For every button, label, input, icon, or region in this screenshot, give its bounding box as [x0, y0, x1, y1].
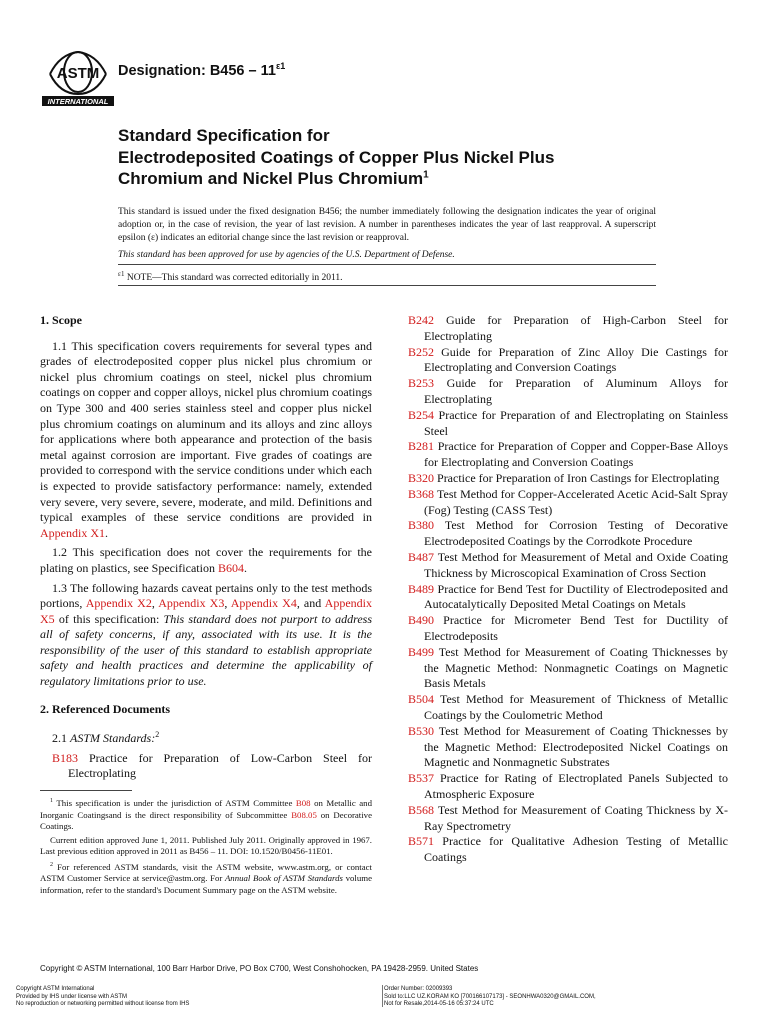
- reference-code-link[interactable]: B499: [408, 644, 435, 659]
- copyright-line: Copyright © ASTM International, 100 Barr Harbor Drive, PO Box C700, West Conshohocken, PA 19428-2959. United States: [40, 964, 479, 973]
- reference-item: B320 Practice for Preparation of Iron Castings for Electroplating: [408, 470, 720, 485]
- reference-item: B571 Practice for Qualitative Adhesion Testing of Metallic Coatings: [408, 834, 728, 865]
- section-heading-scope: 1. Scope: [40, 313, 82, 327]
- link-b604[interactable]: B604: [217, 560, 244, 575]
- svg-text:ASTM: ASTM: [56, 65, 100, 82]
- reference-item: B489 Practice for Bend Test for Ductility of Electrodeposited and Autocatalytically Deposited Metal Coatings on Metals: [408, 581, 728, 612]
- subsection-astm-standards: 2.1 ASTM Standards:$^2$: [52, 730, 160, 746]
- license-line: Provided by IHS under license with ASTM: [16, 993, 128, 1000]
- license-info: [16, 986, 189, 1009]
- license-line: No reproduction or networking permitted without license from IHS: [16, 1001, 190, 1008]
- reference-item: B504 Test Method for Measurement of Thickness of Metallic Coatings by the Coulometric Method: [408, 692, 728, 722]
- reference-code-link[interactable]: B183: [52, 750, 79, 765]
- reference-item: B368 Test Method for Copper-Accelerated Acetic Acid-Salt Spray (Fog) Testing (CASS Test): [408, 486, 728, 517]
- intro-paragraph: This standard is issued under the fixed designation B456; the number immediately following the designation indicates the year of original adoption or, in the case of revision, the year of last revision. A number in parentheses indicates the year of last reapproval. A superscript epsilon (ε) indicates an editorial change since the last revision or reapproval.: [118, 207, 656, 243]
- title-line: Chromium and Nickel Plus Chromium$^1$: [118, 169, 429, 188]
- designation: Designation: $B456 - 11^{\varepsilon 1}$: [118, 61, 286, 79]
- footnote-divider: [40, 790, 132, 791]
- link-appendix-x5[interactable]: Appendix X5: [40, 596, 372, 626]
- reference-code-link[interactable]: B368: [408, 486, 435, 501]
- order-line: Not for Resale,2014-05-16 05:37:24 UTC: [384, 1001, 494, 1008]
- divider: [118, 264, 656, 265]
- footnotes: [40, 796, 372, 899]
- astm-logo: [40, 50, 116, 108]
- license-line: Copyright ASTM International: [16, 986, 95, 992]
- footer-separator: [382, 985, 383, 1007]
- svg-text:INTERNATIONAL: INTERNATIONAL: [47, 97, 109, 106]
- reference-code-link[interactable]: B489: [408, 581, 435, 596]
- footnote-1-edition: Current edition approved June 1, 2011. Published July 2011. Originally approved in 1967. Last previous edition approved in 2011 as B456 – 11. DOI: 10.1520/B0456-11E01.: [40, 834, 372, 857]
- reference-code-link[interactable]: B571: [408, 834, 435, 849]
- reference-item: B380 Test Method for Corrosion Testing of Decorative Electrodeposited Coatings by the Corrodkote Procedure: [408, 518, 728, 549]
- approval-statement: This standard has been approved for use by agencies of the U.S. Department of Defense.: [118, 250, 455, 260]
- reference-code-link[interactable]: B253: [408, 376, 435, 391]
- order-line: Order Number: 02009393: [384, 986, 453, 992]
- link-appendix-x3[interactable]: Appendix X3: [158, 596, 225, 611]
- left-column: [40, 313, 372, 782]
- reference-item: B568 Test Method for Measurement of Coating Thickness by X-Ray Spectrometry: [408, 802, 728, 833]
- editorial-note: $^{\varepsilon 1}$ NOTE—This standard was corrected editorially in 2011.: [118, 270, 343, 284]
- reference-item: B281 Practice for Preparation of Copper and Copper-Base Alloys for Electroplating and Conversion Coatings: [408, 439, 728, 470]
- reference-code-link[interactable]: B530: [408, 723, 435, 738]
- reference-item: B537 Practice for Rating of Electroplated Panels Subjected to Atmospheric Exposure: [408, 771, 728, 801]
- reference-code-link[interactable]: B537: [408, 771, 435, 786]
- right-column: [408, 313, 728, 866]
- reference-code-link[interactable]: B490: [408, 613, 435, 628]
- reference-code-link[interactable]: B380: [408, 518, 435, 533]
- reference-item: B252 Guide for Preparation of Zinc Alloy Die Castings for Electroplating and Conversion Coatings: [408, 344, 728, 375]
- paragraph-1-1: 1.1 This specification covers requirements for several types and grades of electrodeposited copper plus nickel plus chromium or nickel plus chromium coatings on steel, nickel plus chromium coatings on copper and copper alloys, nickel plus chromium coatings on Type 300 and 400 series stainless steel and copper plus nickel plus chromium coatings on aluminum and its alloys and zinc alloys for applications where both appearance and protection of the basis metal against corrosion are important. Five grades of coatings are provided to correspond with the service conditions under which each is expected to provide satisfactory performance: namely, extended very severe, very severe, severe, moderate, and mild. Definitions and typical examples of these service conditions are provided in Appendix X1.: [40, 338, 372, 540]
- reference-item: B490 Practice for Micrometer Bend Test for Ductility of Electrodeposits: [408, 613, 728, 643]
- reference-code-link[interactable]: B504: [408, 692, 435, 707]
- reference-item: B242 Guide for Preparation of High-Carbon Steel for Electroplating: [408, 313, 728, 343]
- link-appendix-x2[interactable]: Appendix X2: [85, 596, 152, 611]
- reference-code-link[interactable]: B487: [408, 549, 435, 564]
- footnote-2: $^2$ For referenced ASTM standards, visit the ASTM website, www.astm.org, or contact ASTM Customer Service at service@astm.org. For Annual Book of ASTM Standards volume information, refer to the standard's Document Summary page on the ASTM website.: [40, 861, 372, 895]
- reference-code-link[interactable]: B254: [408, 407, 435, 422]
- reference-code-link[interactable]: B320: [408, 470, 435, 485]
- reference-item: B487 Test Method for Measurement of Metal and Oxide Coating Thickness by Microscopical Examination of Cross Section: [408, 549, 728, 580]
- reference-code-link[interactable]: B568: [408, 802, 435, 817]
- title-prefix: Standard Specification for: [118, 126, 330, 145]
- paragraph-1-3: 1.3 The following hazards caveat pertains only to the test methods portions, Appendix X2, Appendix X3, Appendix X4, and Appendix X5 of this specification: This standard does not purport to address all of safety concerns, if any, associated with its use. It is the responsibility of the user of this standard to establish appropriate safety and health practices and determine the applicability of regulatory limitations prior to use.: [40, 580, 372, 689]
- reference-item: B254 Practice for Preparation of and Electroplating on Stainless Steel: [408, 407, 728, 438]
- reference-item: B253 Guide for Preparation of Aluminum Alloys for Electroplating: [408, 376, 728, 406]
- link-appendix-x4[interactable]: Appendix X4: [230, 596, 297, 611]
- link-appendix-x1[interactable]: Appendix X1: [40, 525, 105, 540]
- reference-code-link[interactable]: B242: [408, 313, 435, 327]
- link-b08[interactable]: B08: [295, 797, 311, 808]
- section-heading-referenced-documents: 2. Referenced Documents: [40, 701, 171, 716]
- reference-code-link[interactable]: B252: [408, 344, 435, 359]
- title-line: Electrodeposited Coatings of Copper Plus Nickel Plus: [118, 148, 555, 167]
- order-info: [384, 986, 596, 1009]
- reference-item: B183 Practice for Preparation of Low-Carbon Steel for Electroplating: [52, 750, 372, 781]
- order-line: Sold to:LLC UZ.KORAM KO [700166107173] - SEONHWA0320@GMAIL.COM,: [384, 993, 596, 1000]
- divider: [118, 285, 656, 286]
- footnote-1: $^1$ This specification is under the jurisdiction of ASTM Committee B08 on Metallic and Inorganic Coatingsand is the direct responsibility of Subcommittee B08.05 on Decorative Coatings.: [40, 797, 372, 832]
- reference-code-link[interactable]: B281: [408, 439, 435, 454]
- reference-item: B499 Test Method for Measurement of Coating Thicknesses by the Magnetic Method: Nonmagnetic Coatings on Magnetic Basis Metals: [408, 644, 728, 691]
- reference-item: B530 Test Method for Measurement of Coating Thicknesses by the Magnetic Method: Electrodeposited Nickel Coatings on Magnetic and Nonmagnetic Substrates: [408, 723, 728, 770]
- paragraph-1-2: 1.2 This specification does not cover the requirements for the plating on plastics, see Specification B604.: [40, 545, 372, 575]
- link-b08-05[interactable]: B08.05: [291, 809, 317, 820]
